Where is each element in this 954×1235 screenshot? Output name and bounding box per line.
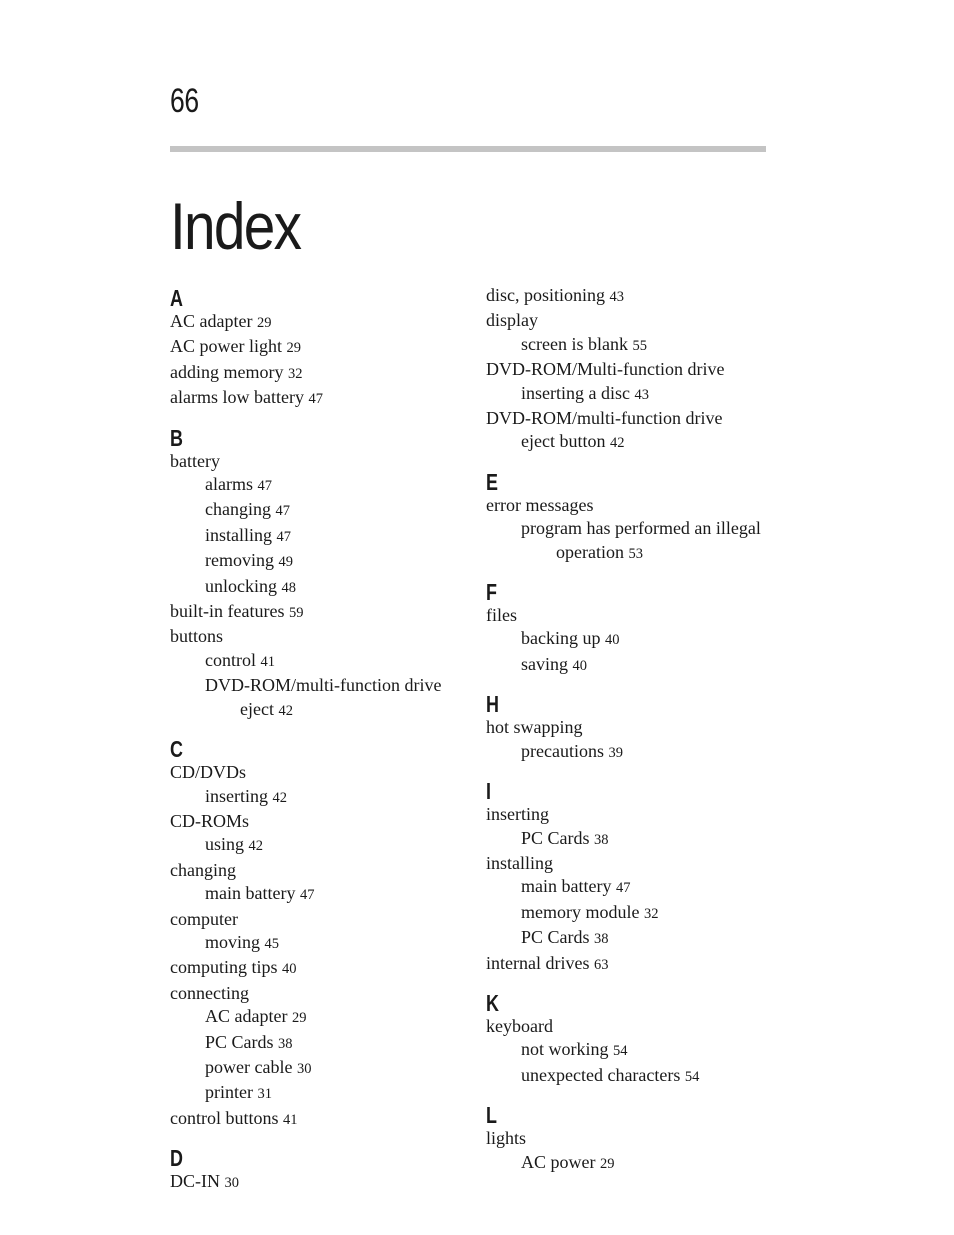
entry-term: DVD-ROM/multi-function drive [205, 675, 442, 696]
entry-term: DC-IN [170, 1171, 220, 1192]
index-entry [170, 698, 470, 723]
index-column-left [170, 284, 470, 1208]
entry-term: keyboard [486, 1015, 553, 1036]
entry-page-number: 63 [593, 956, 609, 973]
entry-page-number: 29 [600, 1155, 615, 1172]
entry-term: hot swapping [486, 717, 583, 738]
entry-term: inserting a disc [521, 382, 630, 403]
entry-term: AC adapter [205, 1006, 288, 1027]
index-entry [170, 335, 470, 360]
entry-term: unlocking [205, 575, 277, 596]
index-entry [170, 1031, 470, 1056]
entry-term: display [486, 310, 538, 331]
index-entry [486, 926, 786, 951]
entry-page-number: 41 [283, 1111, 298, 1128]
header-rule [170, 146, 766, 152]
entry-page-number: 54 [613, 1043, 628, 1060]
entry-term: screen is blank [521, 333, 628, 354]
entry-term: installing [486, 852, 553, 873]
index-section [170, 284, 470, 412]
section-letter: E [486, 468, 498, 495]
index-entry [486, 1064, 786, 1089]
index-entry [170, 908, 470, 931]
entry-term: eject button [521, 431, 606, 452]
index-entry [486, 333, 786, 358]
entry-term: operation [556, 541, 624, 562]
entry-term: changing [170, 859, 236, 880]
index-entry [170, 450, 470, 473]
entry-page-number: 43 [634, 386, 649, 403]
index-section [486, 777, 786, 977]
entry-term: changing [205, 499, 271, 520]
entry-term: files [486, 605, 517, 626]
entry-term: computing tips [170, 957, 278, 978]
entry-term: disc, positioning [486, 285, 606, 305]
entry-page-number: 47 [257, 478, 272, 495]
index-entry [486, 494, 786, 517]
section-letter: D [170, 1145, 183, 1172]
entry-term: control [205, 649, 256, 670]
index-entry [486, 309, 786, 332]
index-entry [486, 627, 786, 652]
index-entry [170, 1107, 470, 1132]
index-entry [170, 498, 470, 523]
entry-page-number: 47 [308, 391, 323, 408]
entry-page-number: 30 [224, 1175, 239, 1192]
entry-term: inserting [205, 785, 268, 806]
entry-page-number: 32 [643, 905, 659, 922]
entry-page-number: 39 [608, 744, 623, 761]
section-letter: F [486, 579, 497, 606]
section-letter: A [170, 285, 183, 311]
index-entry [486, 1015, 786, 1038]
index-entry [170, 859, 470, 882]
index-entry [170, 674, 470, 697]
index-entry [486, 653, 786, 678]
entry-term: buttons [170, 626, 224, 647]
entry-term: control buttons [170, 1107, 279, 1128]
index-entry [486, 740, 786, 765]
entry-page-number: 54 [684, 1068, 700, 1085]
entry-term: PC Cards [521, 827, 590, 848]
entry-term: AC power [521, 1151, 596, 1172]
entry-page-number: 45 [264, 935, 280, 952]
index-entry [486, 901, 786, 926]
index-entry [170, 956, 470, 981]
section-letter: K [486, 989, 499, 1016]
entry-term: AC power light [170, 336, 282, 357]
index-section [170, 1144, 470, 1195]
entry-page-number: 47 [276, 528, 291, 545]
index-entry [170, 549, 470, 574]
index-entry [170, 1005, 470, 1030]
index-entry [170, 361, 470, 386]
entry-term: memory module [521, 901, 640, 922]
index-entry [170, 833, 470, 858]
entry-term: backing up [521, 628, 601, 649]
index-entry [170, 785, 470, 810]
index-entry [486, 952, 786, 977]
entry-term: power cable [205, 1056, 293, 1077]
index-section [486, 1101, 786, 1176]
index-entry [486, 284, 786, 309]
entry-term: saving [521, 653, 568, 674]
entry-term: PC Cards [521, 927, 590, 948]
entry-term: main battery [521, 876, 612, 897]
entry-term: DVD-ROM/multi-function drive [486, 408, 723, 429]
entry-page-number: 43 [609, 289, 625, 305]
entry-term: eject [240, 698, 274, 719]
entry-page-number: 29 [291, 1010, 307, 1027]
index-entry [170, 310, 470, 335]
entry-page-number: 31 [257, 1086, 272, 1103]
index-entry [170, 982, 470, 1005]
index-entry [486, 716, 786, 739]
index-entry [486, 604, 786, 627]
index-entry [486, 358, 786, 381]
entry-term: alarms [205, 474, 253, 495]
index-entry [486, 517, 786, 540]
index-entry [486, 407, 786, 430]
index-section [486, 284, 786, 456]
section-letter: B [170, 424, 183, 451]
entry-term: installing [205, 524, 272, 545]
entry-term: using [205, 834, 245, 855]
entry-term: moving [205, 931, 261, 952]
entry-term: DVD-ROM/Multi-function drive [486, 359, 725, 380]
entry-page-number: 38 [594, 831, 609, 848]
index-entry [486, 875, 786, 900]
entry-term: connecting [170, 982, 249, 1003]
entry-page-number: 29 [286, 340, 301, 357]
entry-term: removing [205, 550, 274, 571]
entry-page-number: 42 [272, 789, 287, 806]
entry-page-number: 49 [278, 554, 293, 571]
page-title: Index [170, 189, 301, 263]
entry-term: error messages [486, 494, 594, 515]
index-entry [170, 1081, 470, 1106]
index-entry [170, 810, 470, 833]
entry-term: built-in features [170, 601, 285, 622]
entry-term: internal drives [486, 952, 590, 973]
index-entry [170, 600, 470, 625]
index-entry [170, 882, 470, 907]
entry-page-number: 53 [628, 545, 643, 562]
entry-term: battery [170, 450, 220, 471]
entry-term: lights [486, 1128, 527, 1149]
index-section [486, 690, 786, 765]
entry-page-number: 30 [296, 1060, 312, 1077]
entry-page-number: 32 [287, 365, 303, 382]
entry-page-number: 47 [275, 503, 290, 520]
entry-page-number: 42 [248, 838, 264, 855]
index-entry [486, 1127, 786, 1150]
index-entry [486, 1151, 786, 1176]
entry-page-number: 40 [572, 657, 587, 674]
entry-page-number: 42 [278, 702, 293, 719]
entry-page-number: 42 [609, 435, 625, 452]
entry-term: alarms low battery [170, 387, 304, 408]
entry-page-number: 55 [632, 337, 647, 354]
entry-term: inserting [486, 804, 549, 825]
entry-term: CD-ROMs [170, 810, 250, 831]
index-section [486, 578, 786, 678]
index-section [170, 735, 470, 1132]
entry-term: main battery [205, 883, 296, 904]
entry-page-number: 40 [604, 632, 620, 649]
index-entry [170, 524, 470, 549]
index-section [486, 468, 786, 566]
entry-page-number: 48 [281, 579, 296, 596]
index-entry [170, 931, 470, 956]
entry-page-number: 29 [256, 315, 272, 331]
index-entry [170, 575, 470, 600]
index-entry [170, 386, 470, 411]
entry-term: precautions [521, 740, 604, 761]
entry-term: adding memory [170, 361, 284, 382]
index-entry [486, 541, 786, 566]
index-entry [170, 761, 470, 784]
entry-term: computer [170, 908, 238, 929]
index-entry [486, 1038, 786, 1063]
entry-page-number: 38 [594, 931, 609, 948]
index-entry [486, 852, 786, 875]
page-number: 66 [170, 82, 199, 120]
index-entry [170, 625, 470, 648]
entry-page-number: 41 [260, 653, 275, 670]
entry-term: CD/DVDs [170, 762, 247, 783]
index-entry [486, 827, 786, 852]
index-section [170, 424, 470, 723]
index-entry [170, 473, 470, 498]
entry-page-number: 47 [615, 880, 631, 897]
index-entry [486, 382, 786, 407]
index-entry [170, 1170, 470, 1195]
entry-term: printer [205, 1082, 253, 1103]
entry-page-number: 59 [288, 605, 304, 622]
section-letter: H [486, 691, 499, 718]
section-letter: C [170, 736, 183, 763]
index-column-right [486, 284, 786, 1188]
entry-term: PC Cards [205, 1031, 274, 1052]
entry-page-number: 38 [278, 1035, 293, 1052]
entry-page-number: 40 [282, 961, 297, 978]
index-entry [486, 430, 786, 455]
index-entry [486, 803, 786, 826]
entry-term: AC adapter [170, 311, 253, 331]
index-entry [170, 1056, 470, 1081]
index-section [486, 989, 786, 1089]
entry-term: program has performed an illegal [521, 518, 761, 539]
entry-page-number: 47 [299, 887, 315, 904]
section-letter: L [486, 1102, 497, 1129]
entry-term: not working [521, 1039, 609, 1060]
section-letter: I [486, 778, 491, 805]
entry-term: unexpected characters [521, 1064, 681, 1085]
index-entry [170, 649, 470, 674]
